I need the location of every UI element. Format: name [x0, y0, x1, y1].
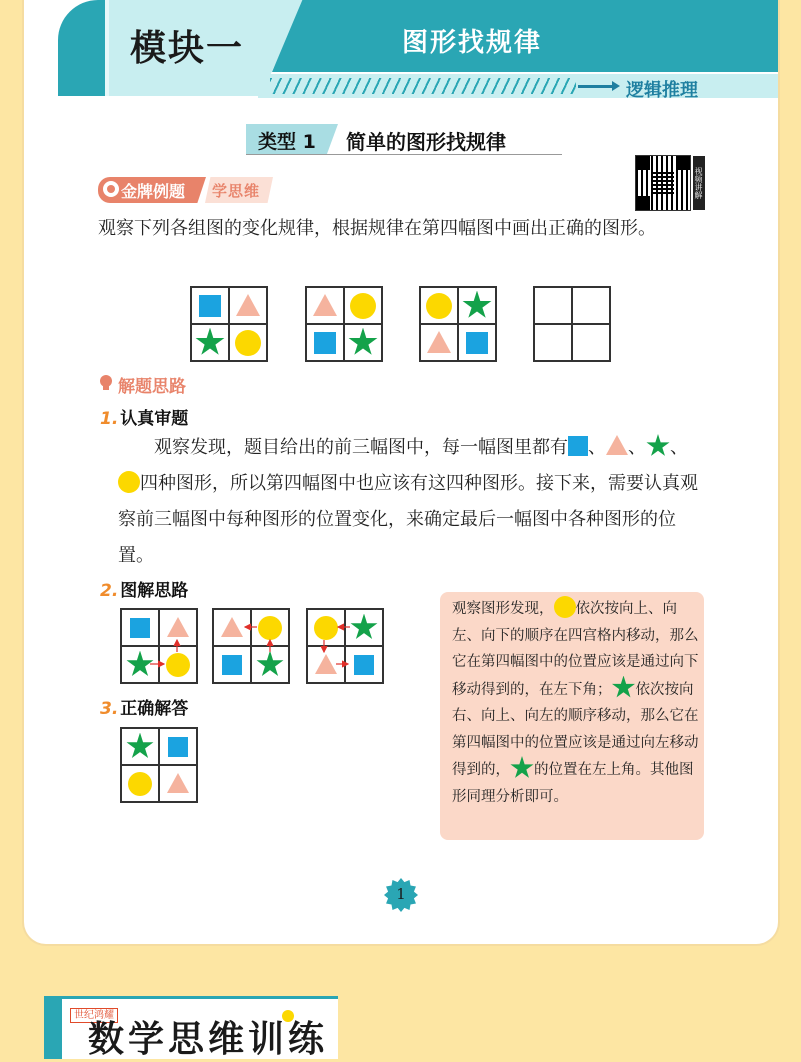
circle-icon — [258, 616, 282, 640]
circle-icon — [554, 596, 576, 618]
circle-icon — [128, 772, 152, 796]
note-part-3: 依次按向右、向上、向左的顺序移动，那么它在第四幅图中的位置应该是通过向左移动得到的， — [452, 681, 699, 778]
circle-icon — [235, 330, 261, 356]
qr-code-icon[interactable] — [636, 156, 690, 210]
star-icon — [646, 434, 670, 458]
note-part-4: 的位置在左上角。其他图形同理分析即可。 — [452, 762, 694, 805]
grid-cell — [229, 287, 267, 324]
grid-cell — [121, 728, 159, 765]
grid-cell — [420, 287, 458, 324]
circle-icon — [426, 293, 452, 319]
arrow-right-icon — [578, 85, 614, 88]
explanation-text — [452, 596, 700, 810]
star-icon — [510, 756, 534, 780]
triangle-icon — [167, 773, 189, 793]
grid-cell — [306, 324, 344, 361]
grid-cell — [344, 324, 382, 361]
grid-cell — [213, 646, 251, 683]
grid-cell — [534, 324, 572, 361]
step1-sep-1: 、 — [588, 437, 606, 458]
grid-cell — [572, 287, 610, 324]
step2-number: 2. — [100, 581, 119, 601]
solution-heading: 解题思路 — [118, 377, 186, 397]
grid-cell — [213, 609, 251, 646]
answer-grid — [120, 727, 198, 803]
step1-text-b: 四种图形，所以第四幅图中也应该有这四种图形。接下来，需要认真观察前三幅图中每种图形的位置变化，来确定最后一幅图中各种图形的位置。 — [118, 473, 698, 566]
grid-cell — [121, 646, 159, 683]
grid-cell — [121, 609, 159, 646]
grid-cell — [229, 324, 267, 361]
grid-cell — [159, 646, 197, 683]
grid-cell — [458, 324, 496, 361]
star-icon — [126, 651, 154, 679]
book-logo: 世纪鸿耀 — [70, 1008, 118, 1023]
gold-badge-label: 金牌例题 — [121, 182, 186, 201]
circle-icon — [350, 293, 376, 319]
star-icon — [462, 291, 492, 321]
grid-cell — [159, 609, 197, 646]
grid-cell — [159, 765, 197, 802]
star-icon — [612, 676, 636, 700]
step3-number: 3. — [100, 699, 119, 719]
page-number: 1 — [396, 885, 406, 903]
triangle-icon — [606, 435, 628, 455]
step1-number: 1. — [100, 409, 119, 429]
star-icon — [350, 614, 378, 642]
grid-cell — [121, 765, 159, 802]
grid-cell — [191, 287, 229, 324]
note-part-1: 观察图形发现， — [452, 601, 554, 617]
grid-cell — [344, 287, 382, 324]
type-heading — [246, 124, 562, 155]
step1-title: 认真审题 — [120, 409, 189, 429]
grid-cell — [307, 646, 345, 683]
triangle-icon — [427, 331, 451, 353]
grid-cell — [572, 324, 610, 361]
chapter-title: 图形找规律 — [401, 28, 542, 58]
grid-cell — [251, 609, 289, 646]
problem-grid-1 — [190, 286, 268, 362]
step1-sep-2: 、 — [628, 437, 646, 458]
square-icon — [314, 332, 336, 354]
step2-heading — [100, 576, 188, 601]
triangle-icon — [315, 654, 337, 674]
problem-grid-3 — [419, 286, 497, 362]
grid-cell — [420, 324, 458, 361]
step1-sep-3: 、 — [670, 437, 688, 458]
grid-cell — [458, 287, 496, 324]
step2-title: 图解思路 — [120, 581, 189, 601]
diagram-grid-2 — [212, 608, 290, 684]
grid-cell — [345, 609, 383, 646]
qr-caption: 视频讲解 — [693, 156, 705, 210]
step3-heading — [100, 694, 188, 719]
star-icon — [348, 328, 378, 358]
star-icon — [256, 651, 284, 679]
circle-icon — [314, 616, 338, 640]
learn-badge-label: 学思维 — [212, 182, 261, 200]
type-label: 类型 1 — [258, 131, 316, 153]
category-tag: 逻辑推理 — [626, 80, 698, 101]
square-icon — [568, 436, 588, 456]
square-icon — [168, 737, 188, 757]
circle-icon — [166, 653, 190, 677]
circle-icon — [118, 471, 140, 493]
type-title: 简单的图形找规律 — [346, 130, 506, 154]
medal-icon — [103, 181, 119, 197]
triangle-icon — [221, 617, 243, 637]
grid-cell — [251, 646, 289, 683]
step1-paragraph — [118, 430, 708, 574]
diagram-grid-1 — [120, 608, 198, 684]
note-part-2: 依次按向上、向左、向下的顺序在四宫格内移动，那么它在第四幅图中的位置应该是通过向下移动得到的，在左下角； — [452, 601, 699, 698]
grid-cell — [159, 728, 197, 765]
star-icon — [126, 733, 154, 761]
problem-grid-2 — [305, 286, 383, 362]
step1-heading — [100, 404, 188, 429]
header-hatch — [270, 78, 576, 94]
step1-text-a: 观察发现，题目给出的前三幅图中，每一幅图里都有 — [154, 437, 568, 458]
diagram-grid-3 — [306, 608, 384, 684]
triangle-icon — [167, 617, 189, 637]
module-tab-edge — [105, 0, 109, 96]
book-title — [88, 1018, 328, 1039]
step3-title: 正确解答 — [120, 699, 189, 719]
square-icon — [199, 295, 221, 317]
module-title: 模块一 — [130, 28, 245, 69]
square-icon — [354, 655, 374, 675]
square-icon — [130, 618, 150, 638]
triangle-icon — [313, 294, 337, 316]
square-icon — [222, 655, 242, 675]
problem-grid-4 — [533, 286, 611, 362]
grid-cell — [307, 609, 345, 646]
triangle-icon — [236, 294, 260, 316]
grid-cell — [191, 324, 229, 361]
grid-cell — [306, 287, 344, 324]
lightbulb-icon — [100, 375, 112, 387]
star-icon — [195, 328, 225, 358]
square-icon — [466, 332, 488, 354]
problem-text: 观察下列各组图的变化规律，根据规律在第四幅图中画出正确的图形。 — [98, 218, 656, 239]
grid-cell — [345, 646, 383, 683]
grid-cell — [534, 287, 572, 324]
